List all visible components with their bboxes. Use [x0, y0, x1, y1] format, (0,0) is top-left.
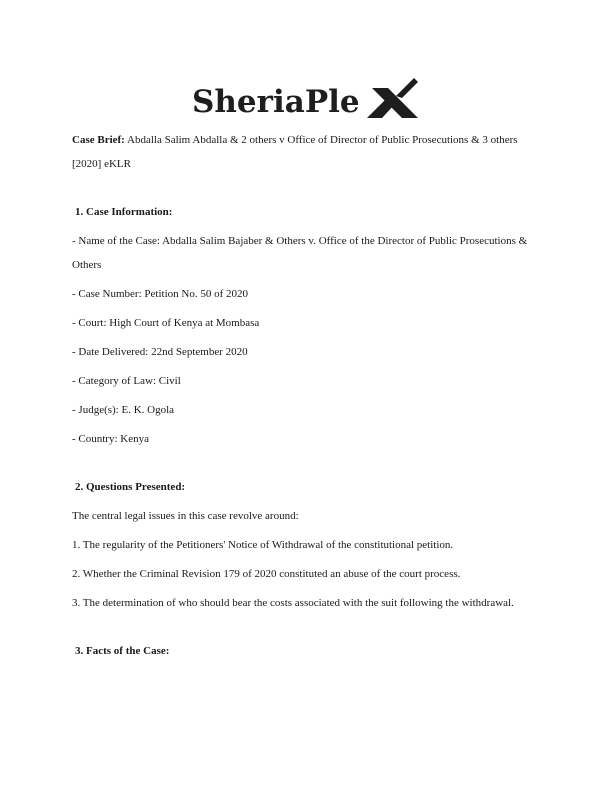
questions-section [72, 475, 542, 615]
question-item-1: 1. The regularity of the Petitioners' Notice of Withdrawal of the constitutional petition. [72, 539, 454, 551]
sheriaplex-logo [192, 74, 422, 122]
case-info-item-court: - Court: High Court of Kenya at Mombasa [72, 317, 260, 329]
case-brief-text: Abdalla Salim Abdalla & 2 others v Office of Director of Public Prosecutions & 3 others [2020] eKLR [72, 134, 518, 170]
case-info-item-number: - Case Number: Petition No. 50 of 2020 [72, 288, 248, 300]
logo-graphic [192, 74, 422, 122]
logo-x-icon [367, 78, 418, 118]
facts-section [72, 639, 542, 663]
case-info-item-name: - Name of the Case: Abdalla Salim Bajaber & Others v. Office of the Director of Public Prosecutions & Others [72, 235, 528, 271]
document-body [72, 128, 542, 663]
case-brief-title [72, 128, 542, 176]
case-info-item-date: - Date Delivered: 22nd September 2020 [72, 346, 248, 358]
question-item-2: 2. Whether the Criminal Revision 179 of 2020 constituted an abuse of the court process. [72, 568, 461, 580]
questions-intro: The central legal issues in this case revolve around: [72, 510, 299, 522]
logo-text: SheriaPle [192, 84, 360, 120]
case-info-item-judges: - Judge(s): E. K. Ogola [72, 404, 175, 416]
case-brief-label: Case Brief: [72, 134, 125, 146]
questions-heading: 2. Questions Presented: [75, 481, 186, 493]
case-information-section [72, 200, 542, 451]
question-item-3: 3. The determination of who should bear the costs associated with the suit following the withdrawal. [72, 597, 514, 609]
case-information-heading: 1. Case Information: [75, 206, 173, 218]
case-info-item-category: - Category of Law: Civil [72, 375, 181, 387]
facts-heading: 3. Facts of the Case: [75, 645, 170, 657]
case-info-item-country: - Country: Kenya [72, 433, 149, 445]
